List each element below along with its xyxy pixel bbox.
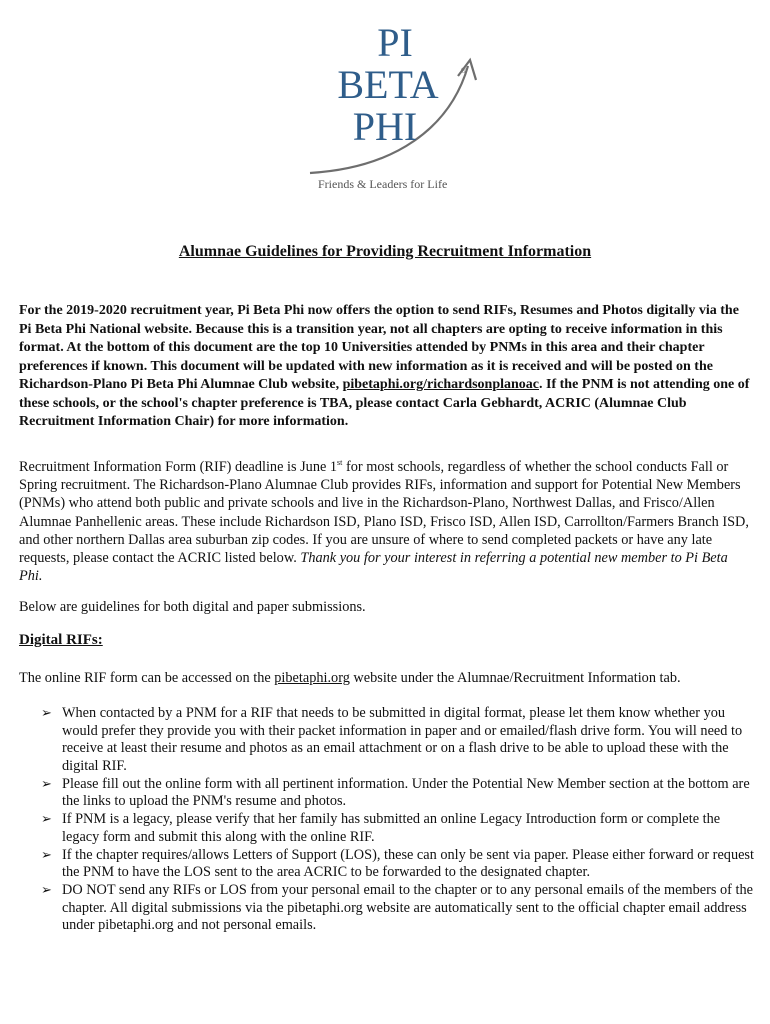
arrow-bullet-icon: ➢ [41,847,52,863]
logo-tagline: Friends & Leaders for Life [318,177,448,191]
arrow-bullet-icon: ➢ [41,706,52,721]
alumnae-club-website-link[interactable]: pibetaphi.org/richardsonplanoac [342,377,540,392]
list-item [19,705,756,775]
digital-rifs-heading: Digital RIFs: [19,632,103,648]
list-item-text: If the chapter requires/allows Letters of Support (LOS), these can only be sent via paper. Please either forward or request the PNM to have the LOS sent to the area ACRIC to be forwarded to the designated chapter. [62,846,754,880]
list-item [19,811,756,846]
logo-registered-mark: ® [460,67,467,75]
intro-paragraph [19,302,754,432]
intro-text-end: . If the PNM is not attending one of these schools, or the school's chapter preference is TBA, please contact Carla Gebhardt, ACRIC (Alumnae Club Recruitment Information Chair) for more information. [19,377,750,429]
deadline-text-end: for most schools, regardless of whether the school conducts Fall or Spring recruitment. The Richardson-Plano Alumnae Club provides RIFs, information and support for Potential New Members (PNMs) who attend both public and private schools and live in the Richardson-Plano, Northwest Dallas, and Frisco/Allen Alumnae Panhellenic areas. These include Richardson ISD, Plano ISD, Frisco ISD, Allen ISD, Carrollton/Farmers Branch ISD, and other northern Dallas area suburban zip codes. If you are unsure of where to send completed packets or have any late requests, please contact the ACRIC listed below. [19,459,749,567]
arrow-bullet-icon: ➢ [41,776,52,792]
pi-beta-phi-logo [300,18,490,198]
deadline-superscript: st [337,458,343,468]
deadline-text-start: Recruitment Information Form (RIF) deadline is June 1 [19,459,338,475]
online-form-text-end: website under the Alumnae/Recruitment Information tab. [349,670,681,686]
document-title: Alumnae Guidelines for Providing Recruitment Information [178,243,592,260]
thank-you-note: Thank you for your interest in referring a potential new member to Pi Beta Phi. [19,550,728,585]
online-form-paragraph [19,669,754,687]
logo-line-phi: PHI [352,104,418,149]
online-form-text-start: The online RIF form can be accessed on the [19,670,275,686]
digital-guidelines-list [19,705,756,935]
arrow-bullet-icon: ➢ [41,812,52,827]
logo-line-beta: BETA [337,62,439,107]
list-item-text: DO NOT send any RIFs or LOS from your personal email to the chapter or to any personal emails of the members of the chapter. All digital submissions via the pibetaphi.org website are automatically sent to the official chapter email address under pibetaphi.org and not personal emails. [62,882,753,933]
intro-text-start: For the 2019-2020 recruitment year, Pi Beta Phi now offers the option to send RIFs, Resumes and Photos digitally via the Pi Beta Phi National website. Because this is a transition year, not all chapters are opting to receive information in this format. At the bottom of this document are the top 10 Universities attended by PNMs in this area and their chapter preferences if known. This document will be updated with new information as it is received and will be posted on the Richardson-Plano Pi Beta Phi Alumnae Club website, [19,303,739,392]
list-item-text: Please fill out the online form with all pertinent information. Under the Potential New Member section at the bottom are the links to upload the PNM's resume and photos. [62,775,750,809]
list-item [19,776,756,811]
list-item [19,882,756,935]
logo-line-pi: PI [377,20,413,65]
list-item-text: When contacted by a PNM for a RIF that needs to be submitted in digital format, please let them know whether you would prefer they provide you with their packet information in paper and or emailed/flash drive form. You will need to receive at least their resume and photos as an email attachment or on a flash drive to be able to upload these with the digital RIF. [62,705,743,774]
logo-graphic [300,18,490,183]
list-item-text: If PNM is a legacy, please verify that her family has submitted an online Legacy Introduction form or complete the legacy form and submit this along with the online RIF. [62,811,721,845]
pibetaphi-link[interactable]: pibetaphi.org [274,670,350,686]
deadline-paragraph [19,458,754,585]
arrow-bullet-icon: ➢ [41,883,52,898]
list-item [19,847,756,882]
guidelines-intro: Below are guidelines for both digital and paper submissions. [19,599,366,615]
